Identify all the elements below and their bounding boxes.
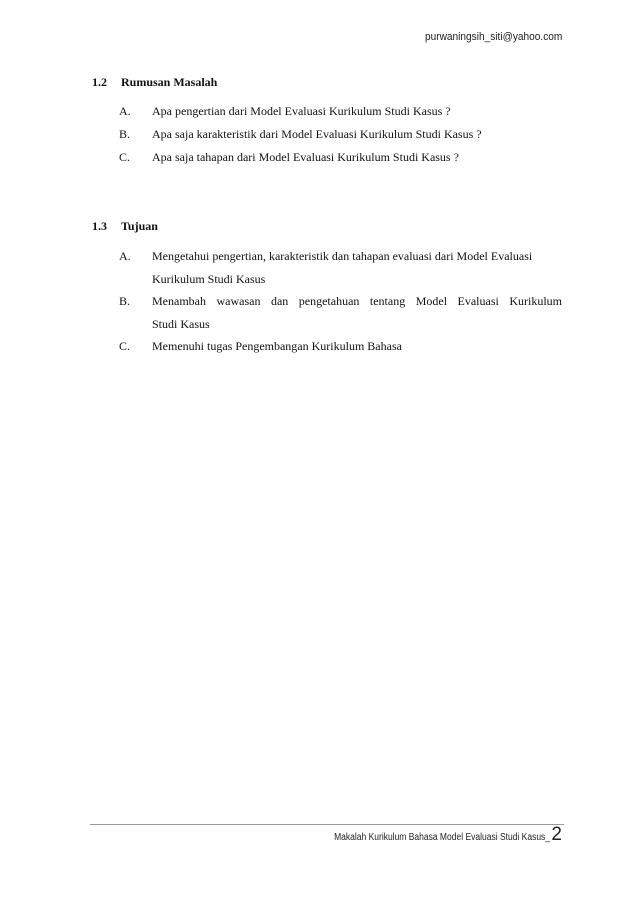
footer-title: Makalah Kurikulum Bahasa Model Evaluasi Studi Kasus_ — [334, 832, 551, 843]
item-text: Apa pengertian dari Model Evaluasi Kurikulum Studi Kasus ? — [152, 104, 451, 118]
list-item — [119, 335, 562, 358]
item-text: Apa saja tahapan dari Model Evaluasi Kurikulum Studi Kasus ? — [152, 150, 459, 164]
list-item — [119, 245, 562, 290]
list-item — [119, 100, 562, 123]
item-letter: A. — [119, 104, 131, 118]
section-heading-rumusan-masalah — [92, 74, 562, 90]
section-title: Rumusan Masalah — [121, 75, 218, 89]
item-letter: C. — [119, 150, 131, 164]
list-item — [119, 123, 562, 146]
item-text-line: Kurikulum Studi Kasus — [152, 271, 266, 286]
section-title: Tujuan — [121, 219, 158, 233]
header-email: purwaningsih_siti@yahoo.com — [424, 31, 562, 43]
list-item — [119, 146, 562, 169]
item-letter: B. — [119, 294, 131, 308]
footer — [296, 824, 562, 846]
item-text-line: Studi Kasus — [152, 316, 210, 331]
list-item — [119, 290, 562, 335]
section-number: 1.2 — [92, 75, 107, 89]
item-text: Apa saja karakteristik dari Model Evaluasi Kurikulum Studi Kasus ? — [152, 127, 482, 141]
item-letter: B. — [119, 127, 131, 141]
page-number: 2 — [551, 824, 562, 845]
section-number: 1.3 — [92, 219, 107, 233]
section-heading-tujuan — [92, 218, 562, 234]
item-letter: A. — [119, 249, 131, 263]
item-letter: C. — [119, 339, 131, 353]
item-text: Memenuhi tugas Pengembangan Kurikulum Bahasa — [152, 339, 402, 353]
item-text-line: Mengetahui pengertian, karakteristik dan tahapan evaluasi dari Model Evaluasi — [152, 249, 533, 263]
item-text-line: Menambah wawasan dan pengetahuan tentang Model Evaluasi Kurikulum — [152, 294, 562, 308]
